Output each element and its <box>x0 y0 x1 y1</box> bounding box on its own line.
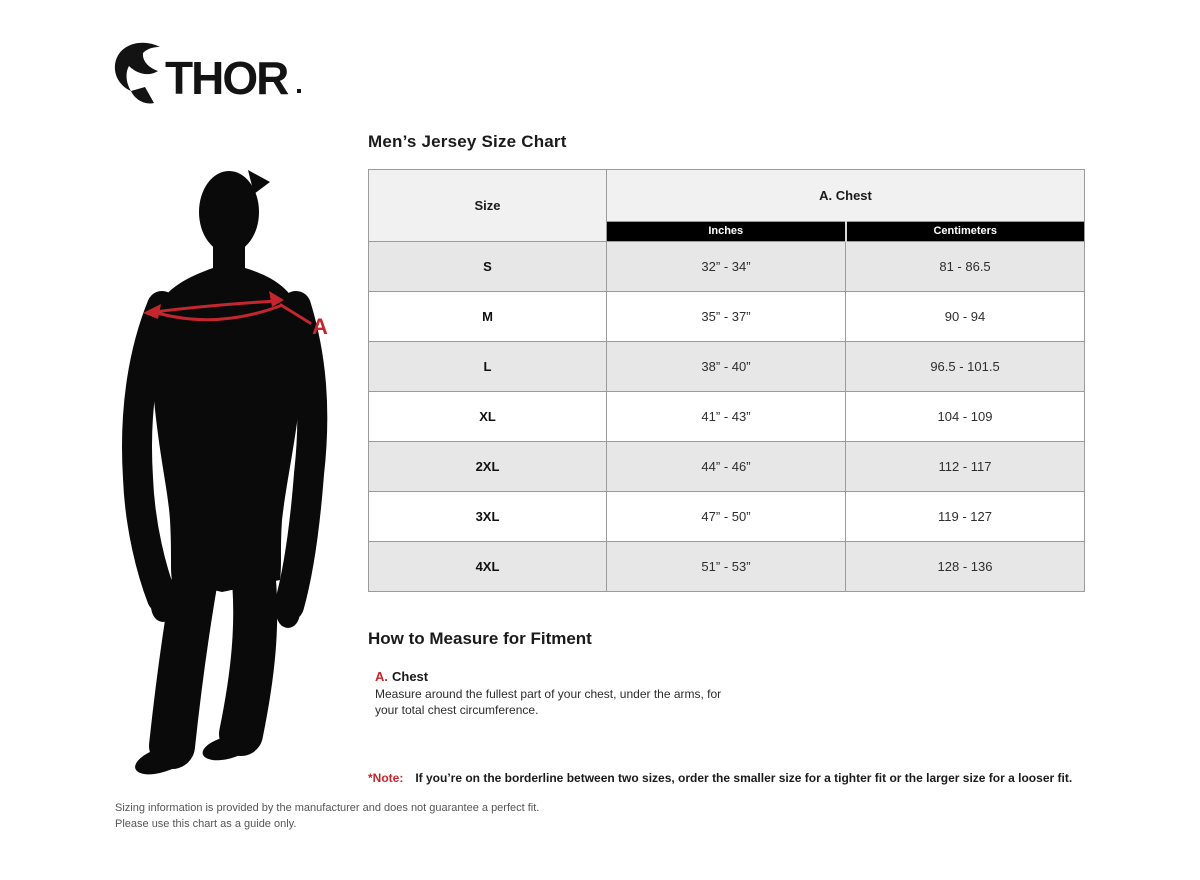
thor-ram-icon <box>115 43 160 104</box>
size-cell: 2XL <box>369 442 607 492</box>
size-cell: XL <box>369 392 607 442</box>
centimeters-cell: 112 - 117 <box>846 442 1085 492</box>
inches-cell: 38” - 40” <box>607 342 846 392</box>
table-row <box>369 442 1085 492</box>
centimeters-cell: 119 - 127 <box>846 492 1085 542</box>
footer-line-2: Please use this chart as a guide only. <box>115 817 297 830</box>
inches-cell: 51” - 53” <box>607 542 846 592</box>
measure-item-chest <box>375 669 1084 719</box>
inches-cell: 32” - 34” <box>607 242 846 292</box>
measure-item-name: Chest <box>392 669 429 684</box>
size-cell: 4XL <box>369 542 607 592</box>
centimeters-cell: 90 - 94 <box>846 292 1085 342</box>
sizing-note <box>368 771 1084 785</box>
logo-trademark-dot <box>297 89 301 93</box>
table-row <box>369 392 1085 442</box>
centimeters-header: Centimeters <box>846 221 1085 241</box>
table-row <box>369 342 1085 392</box>
size-cell: 3XL <box>369 492 607 542</box>
chest-group-header: A. Chest <box>607 170 1085 222</box>
inches-cell: 47” - 50” <box>607 492 846 542</box>
centimeters-cell: 104 - 109 <box>846 392 1085 442</box>
note-prefix: *Note: <box>368 770 404 785</box>
table-row <box>369 292 1085 342</box>
inches-cell: 41” - 43” <box>607 392 846 442</box>
inches-header: Inches <box>607 221 846 241</box>
centimeters-cell: 128 - 136 <box>846 542 1085 592</box>
thor-logo-graphic <box>112 40 312 106</box>
size-column-header: Size <box>369 170 607 242</box>
measure-item-title <box>375 669 1084 684</box>
table-row <box>369 242 1085 292</box>
thor-logo <box>112 40 312 106</box>
footer-disclaimer <box>115 801 539 833</box>
chest-measure-label: A <box>312 314 328 339</box>
page-title: Men’s Jersey Size Chart <box>368 132 567 151</box>
male-silhouette-icon <box>110 158 350 794</box>
size-chart-table <box>368 169 1085 592</box>
main-content <box>368 132 1084 785</box>
size-cell: S <box>369 242 607 292</box>
size-cell: L <box>369 342 607 392</box>
body-silhouette-figure <box>110 158 350 794</box>
thor-wordmark: THOR <box>165 52 288 104</box>
centimeters-cell: 81 - 86.5 <box>846 242 1085 292</box>
measure-item-description: Measure around the fullest part of your chest, under the arms, for your total chest circumference. <box>375 687 722 717</box>
measure-item-letter: A. <box>375 669 388 684</box>
inches-cell: 44” - 46” <box>607 442 846 492</box>
centimeters-cell: 96.5 - 101.5 <box>846 342 1085 392</box>
note-text: If you’re on the borderline between two sizes, order the smaller size for a tighter fit or the larger size for a looser fit. <box>415 770 1073 785</box>
footer-line-1: Sizing information is provided by the manufacturer and does not guarantee a perfect fit. <box>115 802 540 814</box>
measure-section-heading: How to Measure for Fitment <box>368 629 592 648</box>
size-cell: M <box>369 292 607 342</box>
inches-cell: 35” - 37” <box>607 292 846 342</box>
table-row <box>369 492 1085 542</box>
table-row <box>369 542 1085 592</box>
